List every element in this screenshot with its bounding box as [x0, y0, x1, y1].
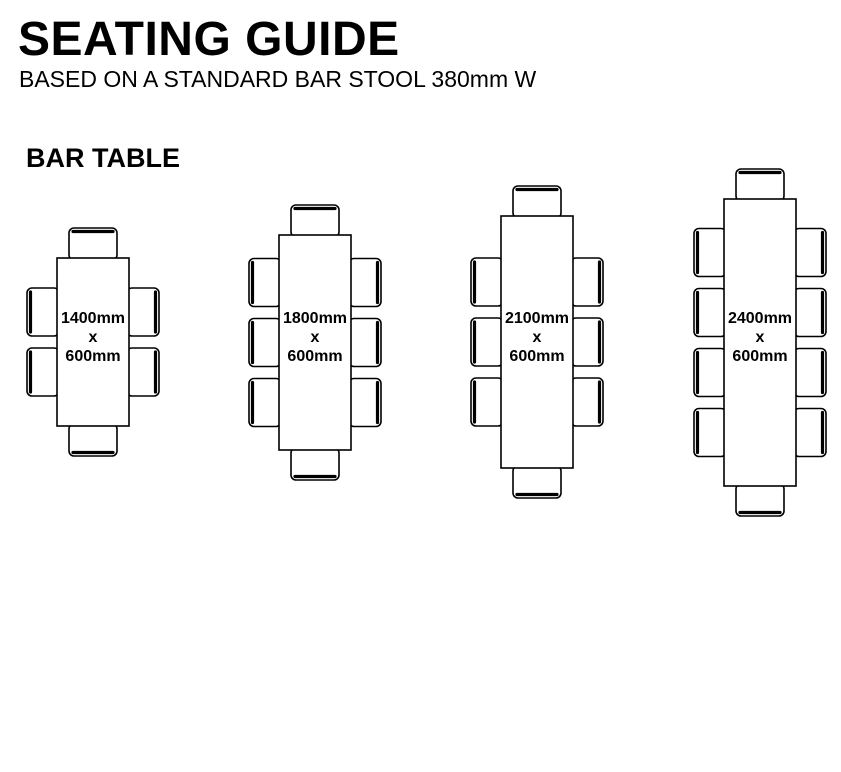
bar-stool — [694, 229, 726, 277]
table-width-label: 600mm — [287, 348, 343, 365]
bar-stool — [694, 349, 726, 397]
bar-stool — [127, 288, 159, 336]
bar-stool — [69, 424, 117, 456]
bar-stool — [291, 205, 339, 237]
table-group — [249, 205, 381, 480]
bar-stool — [794, 349, 826, 397]
bar-stool — [571, 378, 603, 426]
bar-stool — [694, 289, 726, 337]
table-group — [694, 169, 826, 516]
table-times-label: x — [88, 329, 98, 346]
bar-stool — [249, 259, 281, 307]
table-length-label: 2400mm — [727, 310, 793, 327]
bar-stool — [249, 319, 281, 367]
table-times-label: x — [755, 329, 765, 346]
page-title: SEATING GUIDE — [18, 13, 400, 66]
bar-stool — [69, 228, 117, 260]
table-length-label: 1800mm — [282, 310, 348, 327]
bar-stool — [471, 378, 503, 426]
bar-stool — [471, 258, 503, 306]
page-subtitle: BASED ON A STANDARD BAR STOOL 380mm W — [19, 66, 537, 92]
bar-stool — [794, 289, 826, 337]
section-title: BAR TABLE — [26, 143, 180, 173]
bar-stool — [794, 409, 826, 457]
bar-stool — [736, 169, 784, 201]
bar-stool — [291, 448, 339, 480]
bar-stool — [471, 318, 503, 366]
bar-stool — [571, 258, 603, 306]
bar-stool — [349, 379, 381, 427]
bar-stool — [349, 319, 381, 367]
bar-stool — [127, 348, 159, 396]
table-times-label: x — [532, 329, 542, 346]
bar-stool — [249, 379, 281, 427]
table-group — [471, 186, 603, 498]
bar-stool — [27, 288, 59, 336]
table-width-label: 600mm — [509, 348, 565, 365]
bar-stool — [27, 348, 59, 396]
table-length-label: 2100mm — [504, 310, 570, 327]
table-width-label: 600mm — [65, 348, 121, 365]
table-group — [27, 228, 159, 456]
bar-stool — [736, 484, 784, 516]
bar-stool — [571, 318, 603, 366]
bar-stool — [794, 229, 826, 277]
bar-stool — [349, 259, 381, 307]
table-times-label: x — [310, 329, 320, 346]
table-width-label: 600mm — [732, 348, 788, 365]
table-length-label: 1400mm — [60, 310, 126, 327]
bar-stool — [513, 186, 561, 218]
bar-stool — [513, 466, 561, 498]
bar-stool — [694, 409, 726, 457]
